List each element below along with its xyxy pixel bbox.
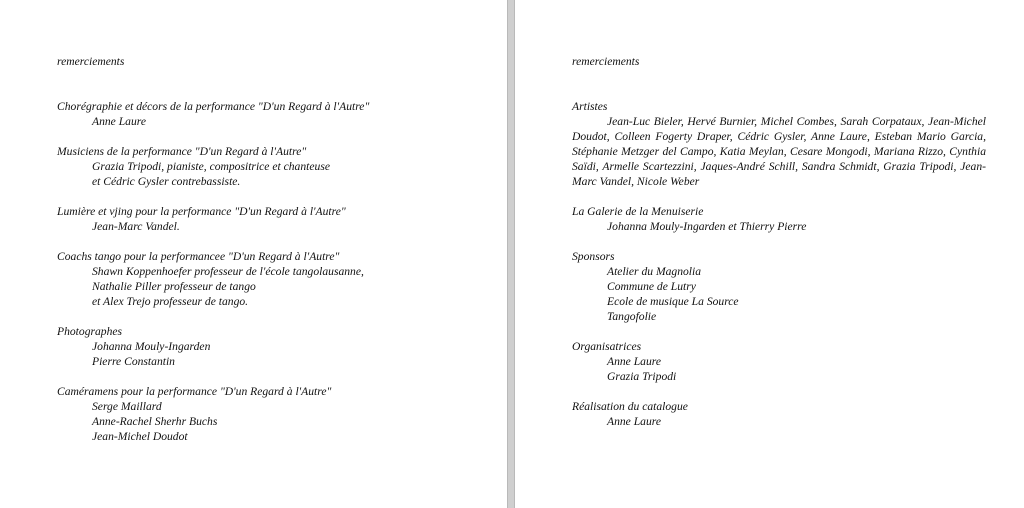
credit-section-musicians xyxy=(57,144,477,189)
credit-section-tango-coaches xyxy=(57,249,477,309)
artists-list: Jean-Luc Bieler, Hervé Burnier, Michel Combes, Sarah Corpataux, Jean-Michel Doudot, Colleen Fogerty Draper, Cédric Gysler, Anne Laure, Esteban Mario Garcia, Stéphanie Metzger del Campo, Katia Meylan, Cesare Mongodi, Mariana Rizzo, Cynthia Saïdi, Armelle Scartezzini, Jaques-André Schill, Sandra Schmidt, Grazia Tripodi, Jean-Marc Vandel, Nicole Weber xyxy=(572,115,986,188)
credit-section-lighting xyxy=(57,204,477,234)
credit-name: Johanna Mouly-Ingarden et Thierry Pierre xyxy=(607,220,807,233)
credit-name: Atelier du Magnolia xyxy=(607,265,702,278)
credit-name: Grazia Tripodi xyxy=(607,370,677,383)
credit-name: Anne Laure xyxy=(607,355,661,368)
credit-name: Jean-Marc Vandel. xyxy=(92,220,180,233)
section-heading: Caméramens pour la performance "D'un Regard à l'Autre" xyxy=(57,385,332,398)
credit-name: Anne Laure xyxy=(92,115,146,128)
credit-name: Jean-Michel Doudot xyxy=(92,430,188,443)
credit-name: et Alex Trejo professeur de tango. xyxy=(92,295,249,308)
credit-name: Nathalie Piller professeur de tango xyxy=(92,280,256,293)
credit-name: Anne Laure xyxy=(607,415,661,428)
credit-section-catalogue xyxy=(572,399,986,429)
section-heading: Réalisation du catalogue xyxy=(572,400,688,413)
page-title: remerciements xyxy=(572,55,640,68)
section-heading: Musiciens de la performance "D'un Regard à l'Autre" xyxy=(57,145,307,158)
section-heading: Organisatrices xyxy=(572,340,642,353)
credit-name: Ecole de musique La Source xyxy=(607,295,739,308)
credit-name: Tangofolie xyxy=(607,310,657,323)
credit-section-artists xyxy=(572,99,986,189)
credit-name: et Cédric Gysler contrebassiste. xyxy=(92,175,241,188)
credit-name: Anne-Rachel Sherhr Buchs xyxy=(92,415,218,428)
credit-section-sponsors xyxy=(572,249,986,324)
section-heading: Coachs tango pour la performancee "D'un Regard à l'Autre" xyxy=(57,250,340,263)
credit-name: Pierre Constantin xyxy=(92,355,175,368)
section-heading: Chorégraphie et décors de la performance "D'un Regard à l'Autre" xyxy=(57,100,370,113)
credit-name: Commune de Lutry xyxy=(607,280,696,293)
section-heading: Sponsors xyxy=(572,250,615,263)
right-page-content xyxy=(572,54,986,444)
page-title: remerciements xyxy=(57,55,125,68)
credit-name: Serge Maillard xyxy=(92,400,162,413)
credit-section-gallery xyxy=(572,204,986,234)
credit-name: Grazia Tripodi, pianiste, compositrice et chanteuse xyxy=(92,160,330,173)
credit-section-photographers xyxy=(57,324,477,369)
section-heading: Lumière et vjing pour la performance "D'un Regard à l'Autre" xyxy=(57,205,346,218)
section-heading: Artistes xyxy=(572,100,608,113)
credit-section-organizers xyxy=(572,339,986,384)
credit-name: Shawn Koppenhoefer professeur de l'école tangolausanne, xyxy=(92,265,364,278)
credit-section-camera-operators xyxy=(57,384,477,444)
section-heading: La Galerie de la Menuiserie xyxy=(572,205,704,218)
right-page xyxy=(514,0,1024,508)
section-heading: Photographes xyxy=(57,325,123,338)
credit-section-choreography xyxy=(57,99,477,129)
left-page-content xyxy=(57,54,477,459)
credit-name: Johanna Mouly-Ingarden xyxy=(92,340,211,353)
left-page xyxy=(0,0,508,508)
